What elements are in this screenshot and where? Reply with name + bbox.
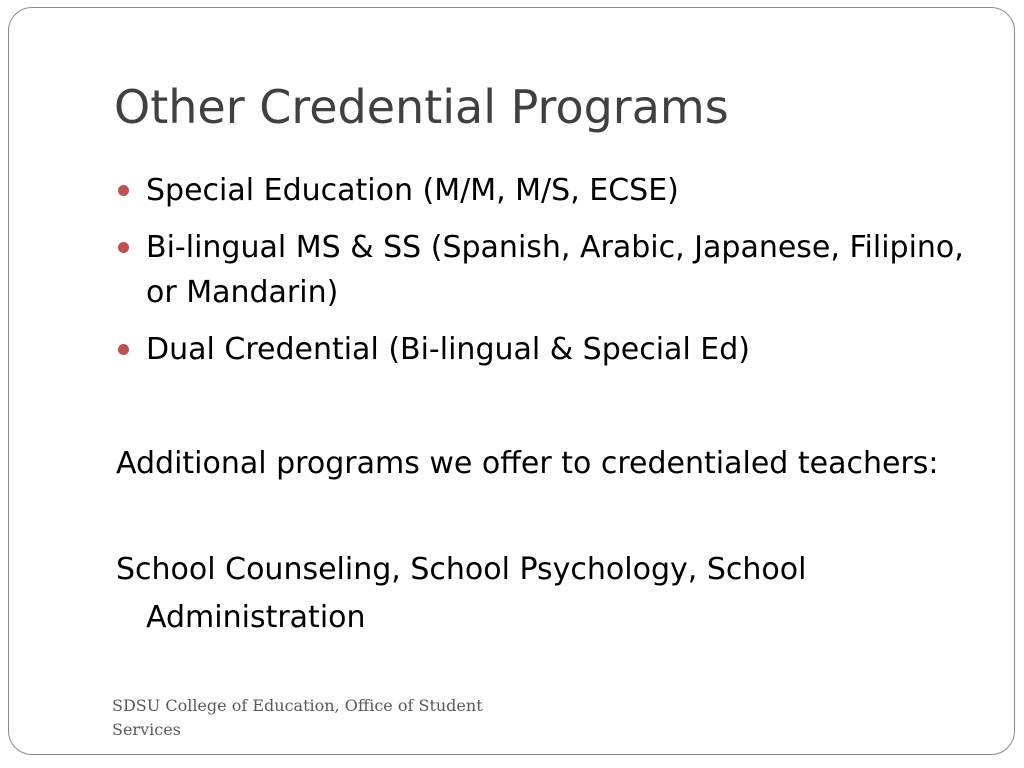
- bullet-text: Bi-lingual MS & SS (Spanish, Arabic, Japanese, Filipino, or Mandarin): [146, 230, 964, 310]
- bullet-item-bilingual: [118, 225, 978, 315]
- bullet-item-dual-credential: [118, 327, 978, 372]
- bullet-dot-icon: [118, 242, 129, 253]
- slide-title: Other Credential Programs: [114, 80, 729, 134]
- slide-footer: SDSU College of Education, Office of Student Services: [112, 696, 483, 739]
- bullet-item-special-education: [118, 168, 978, 213]
- bullet-dot-icon: [118, 344, 129, 355]
- bullet-text: Special Education (M/M, M/S, ECSE): [146, 173, 679, 208]
- bullet-dot-icon: [118, 185, 129, 196]
- additional-programs-paragraph: Additional programs we offer to credentialed teachers:: [116, 446, 939, 481]
- bullet-text: Dual Credential (Bi-lingual & Special Ed): [146, 332, 751, 367]
- bullet-list: [118, 168, 978, 384]
- program-list-paragraph: School Counseling, School Psychology, School Administration: [116, 552, 807, 635]
